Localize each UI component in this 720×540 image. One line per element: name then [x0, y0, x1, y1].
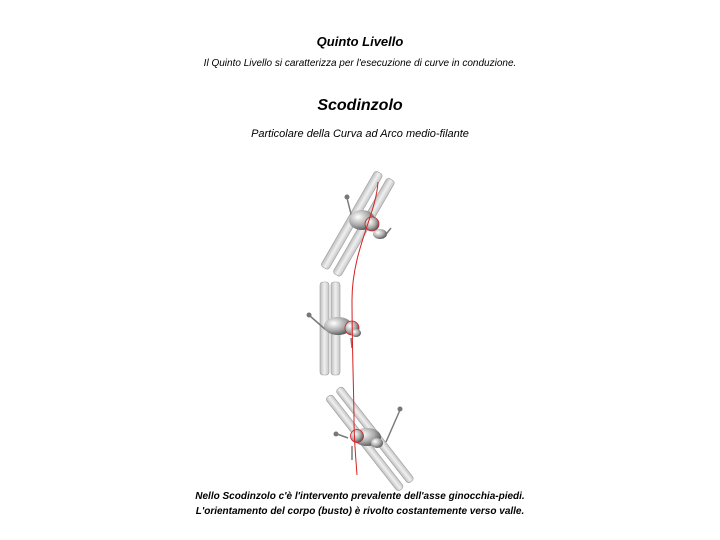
- pole-left: [337, 434, 348, 438]
- skier-head: [351, 430, 364, 443]
- section-title: Scodinzolo: [317, 97, 403, 114]
- skier-head: [365, 217, 379, 231]
- caption-line-1: Nello Scodinzolo c'è l'intervento prevalente dell'asse ginocchia-piedi.: [195, 491, 525, 502]
- skier-top: [320, 170, 395, 277]
- intro-text: Il Quinto Livello si caratterizza per l'esecuzione di curve in conduzione.: [203, 58, 517, 69]
- pole-right: [351, 338, 352, 348]
- section-subtitle: Particolare della Curva ad Arco medio-filante: [251, 128, 469, 140]
- page-title: Quinto Livello: [316, 34, 404, 49]
- pole-right: [386, 410, 400, 442]
- caption-line-2: L'orientamento del corpo (busto) è rivolto costantemente verso valle.: [195, 506, 525, 517]
- skier-bottom: [325, 386, 414, 492]
